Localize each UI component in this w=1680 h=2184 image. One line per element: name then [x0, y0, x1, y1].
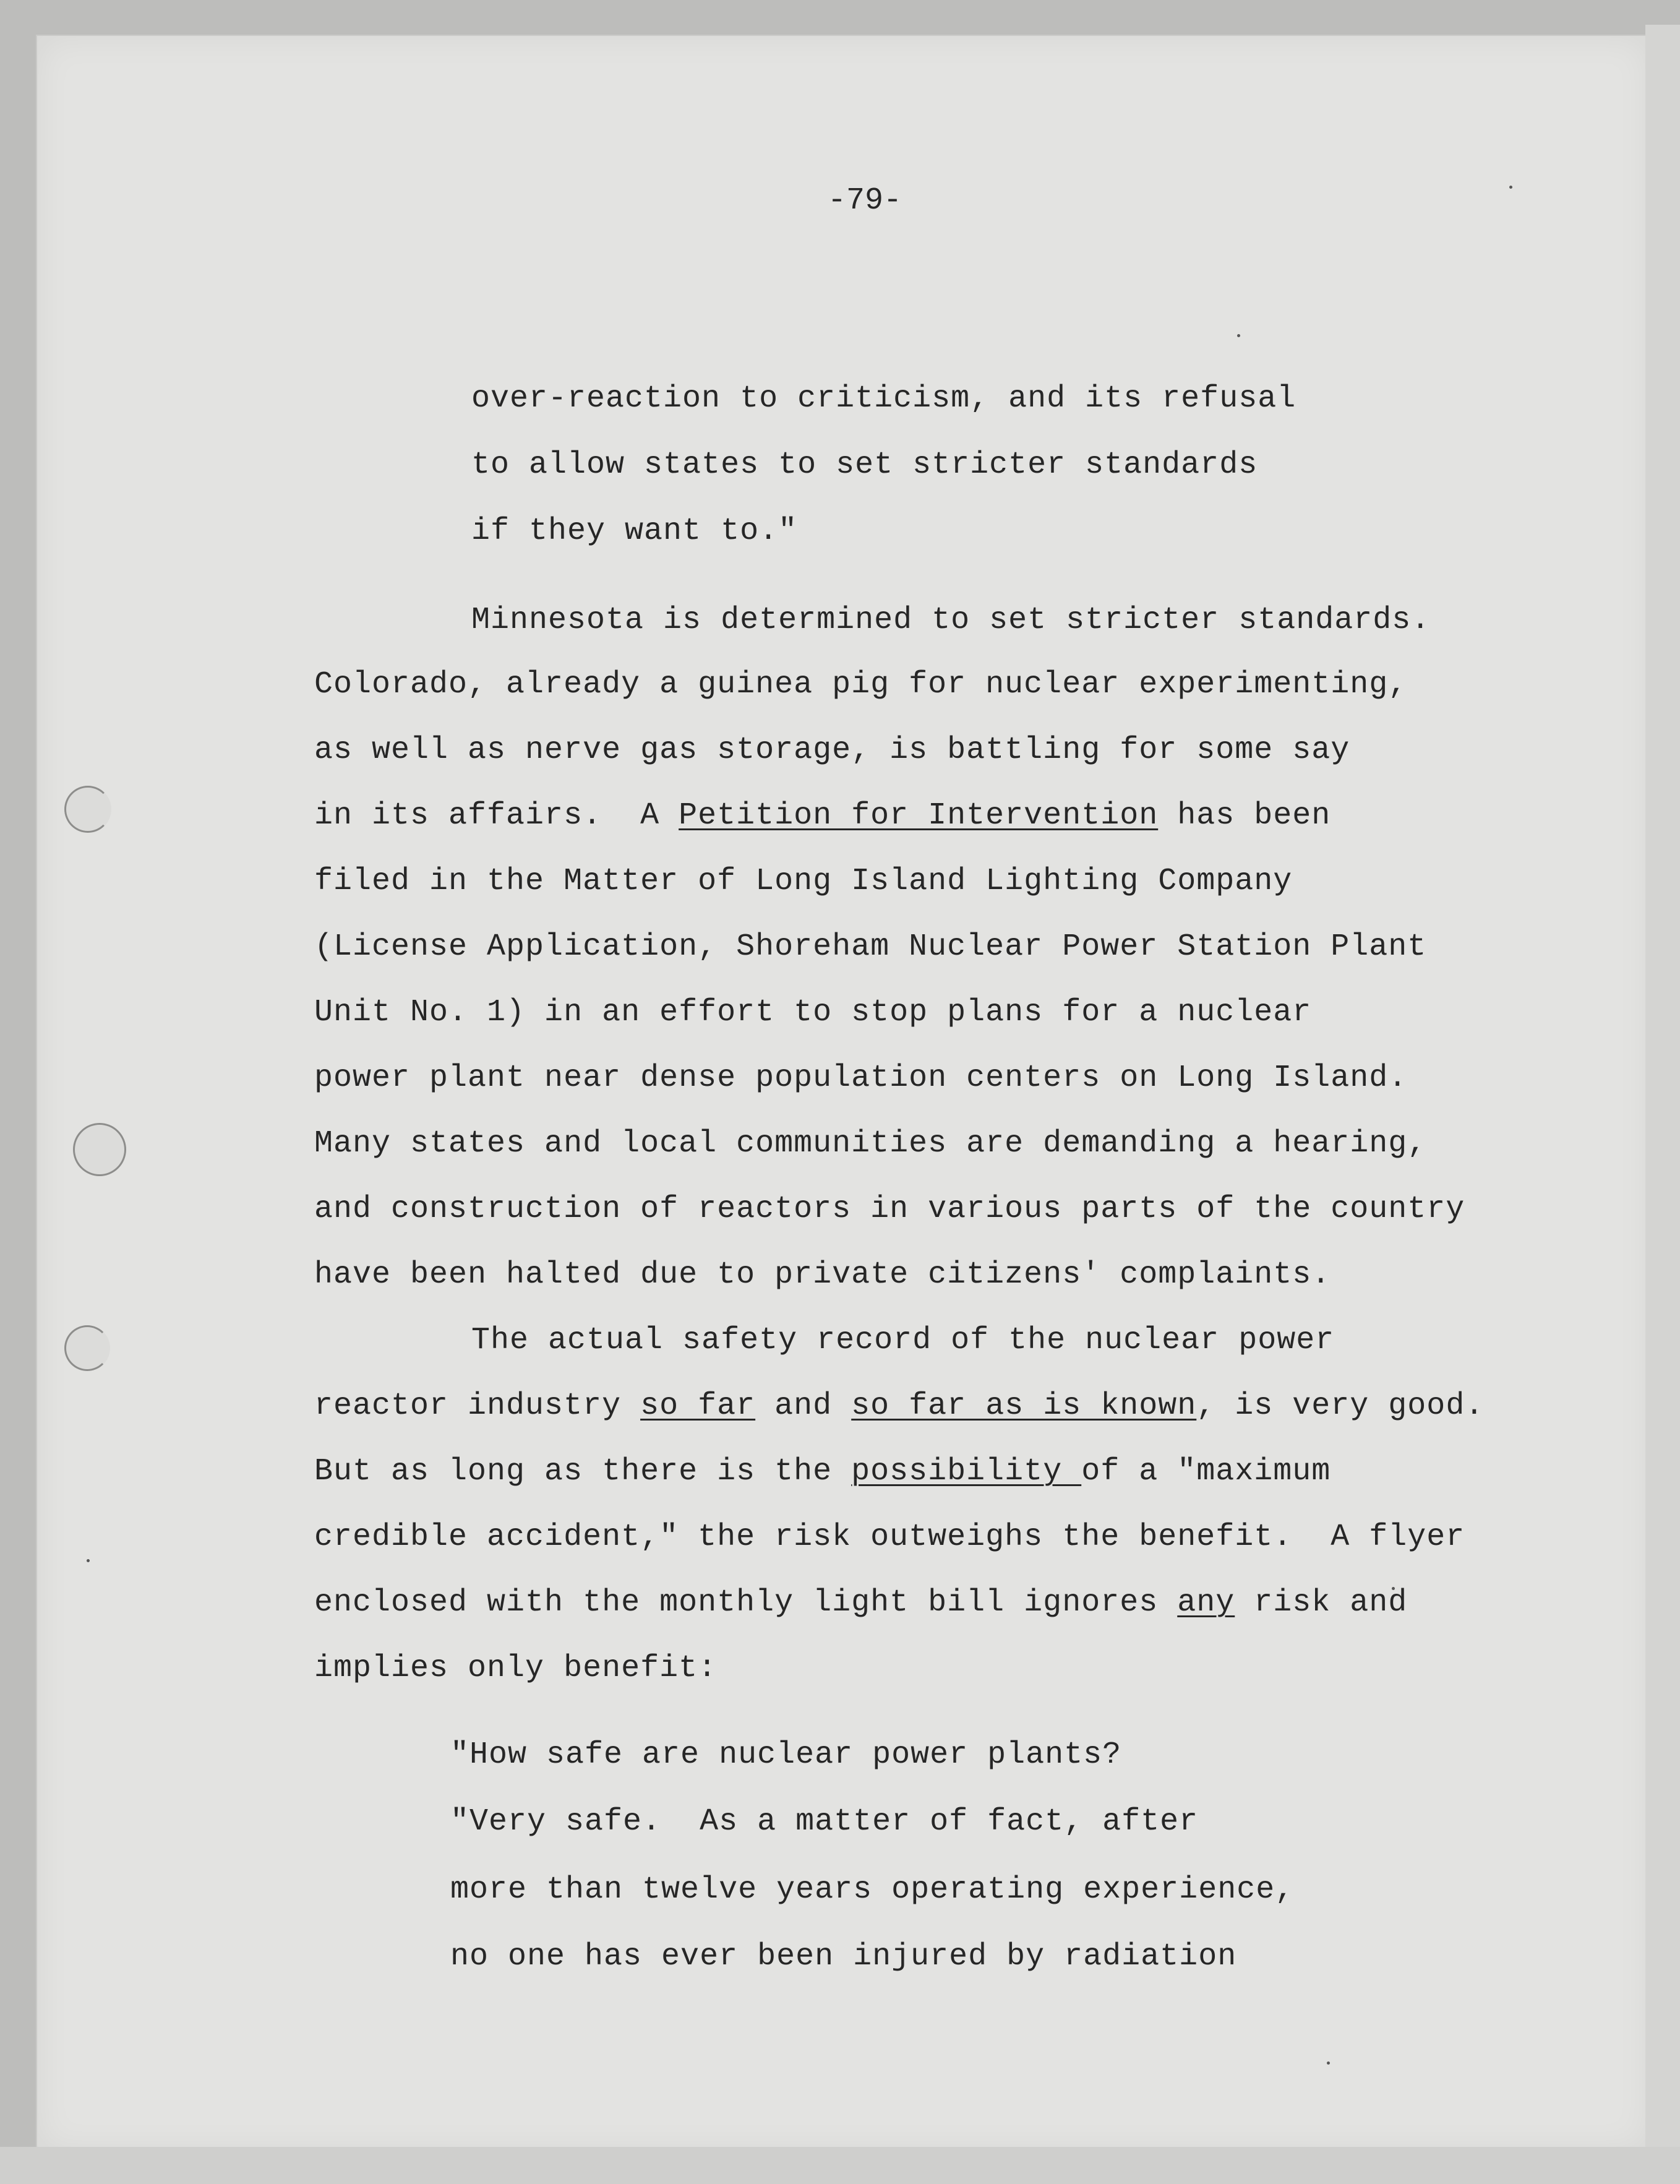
paragraph-line: implies only benefit: — [314, 1651, 718, 1686]
text-run: of a "maximum — [1081, 1454, 1331, 1489]
underlined-phrase: any — [1177, 1585, 1235, 1620]
quote-line: over-reaction to criticism, and its refusal — [471, 381, 1296, 416]
ink-speck — [1327, 2061, 1330, 2065]
ink-speck — [1509, 186, 1512, 189]
text-run: But as long as there is the — [314, 1454, 852, 1489]
quote-line: if they want to." — [471, 514, 798, 549]
paper-edge-bottom — [0, 2147, 1680, 2184]
paragraph-line: Many states and local communities are demanding a hearing, — [314, 1126, 1427, 1161]
quote-line: no one has ever been injured by radiation — [450, 1939, 1237, 1974]
paragraph-line: Minnesota is determined to set stricter standards. — [471, 603, 1431, 638]
text-run: , is very good. — [1196, 1388, 1485, 1424]
paragraph-line: The actual safety record of the nuclear power — [471, 1323, 1335, 1358]
underlined-phrase: so far — [640, 1388, 756, 1424]
paragraph-line: power plant near dense population centers on Long Island. — [314, 1060, 1408, 1096]
underlined-phrase: so far as is known — [851, 1388, 1197, 1424]
paper-edge-right — [1645, 25, 1680, 2184]
binder-hole-middle — [73, 1123, 126, 1176]
text-run: has been — [1158, 798, 1331, 833]
paragraph-line — [314, 1585, 1408, 1620]
paragraph-line: Unit No. 1) in an effort to stop plans for a nuclear — [314, 995, 1312, 1030]
page-number: -79- — [828, 183, 902, 218]
paragraph-line: (License Application, Shoreham Nuclear Power Station Plant — [314, 929, 1427, 965]
quote-line: "Very safe. As a matter of fact, after — [450, 1804, 1199, 1839]
binder-hole-top — [64, 786, 111, 833]
text-run: reactor industry — [314, 1388, 641, 1424]
paragraph-line: as well as nerve gas storage, is battling for some say — [314, 733, 1350, 768]
paragraph-line: Colorado, already a guinea pig for nuclear experimenting, — [314, 667, 1408, 702]
text-run: risk and — [1235, 1585, 1408, 1620]
ink-speck — [87, 1559, 90, 1562]
paragraph-line — [314, 1456, 1331, 1487]
paragraph-line — [314, 1388, 1485, 1424]
text-run: enclosed with the monthly light bill ignores — [314, 1585, 1178, 1620]
paragraph-line: credible accident," the risk outweighs the benefit. A flyer — [314, 1520, 1465, 1555]
underlined-phrase: Petition for Intervention — [679, 798, 1159, 833]
paragraph-line: and construction of reactors in various parts of the country — [314, 1192, 1465, 1227]
text-run: and — [755, 1388, 852, 1424]
quote-line: "How safe are nuclear power plants? — [450, 1737, 1122, 1773]
quote-line: to allow states to set stricter standards — [471, 447, 1258, 483]
paragraph-line — [314, 798, 1331, 833]
text-run: in its affairs. A — [314, 798, 679, 833]
binder-hole-bottom — [64, 1325, 110, 1371]
paragraph-line: have been halted due to private citizens' complaints. — [314, 1257, 1331, 1292]
paragraph-line: filed in the Matter of Long Island Lighting Company — [314, 864, 1293, 899]
ink-speck — [1237, 334, 1240, 337]
underlined-phrase: possibility — [851, 1454, 1082, 1489]
quote-line: more than twelve years operating experience, — [450, 1872, 1295, 1907]
